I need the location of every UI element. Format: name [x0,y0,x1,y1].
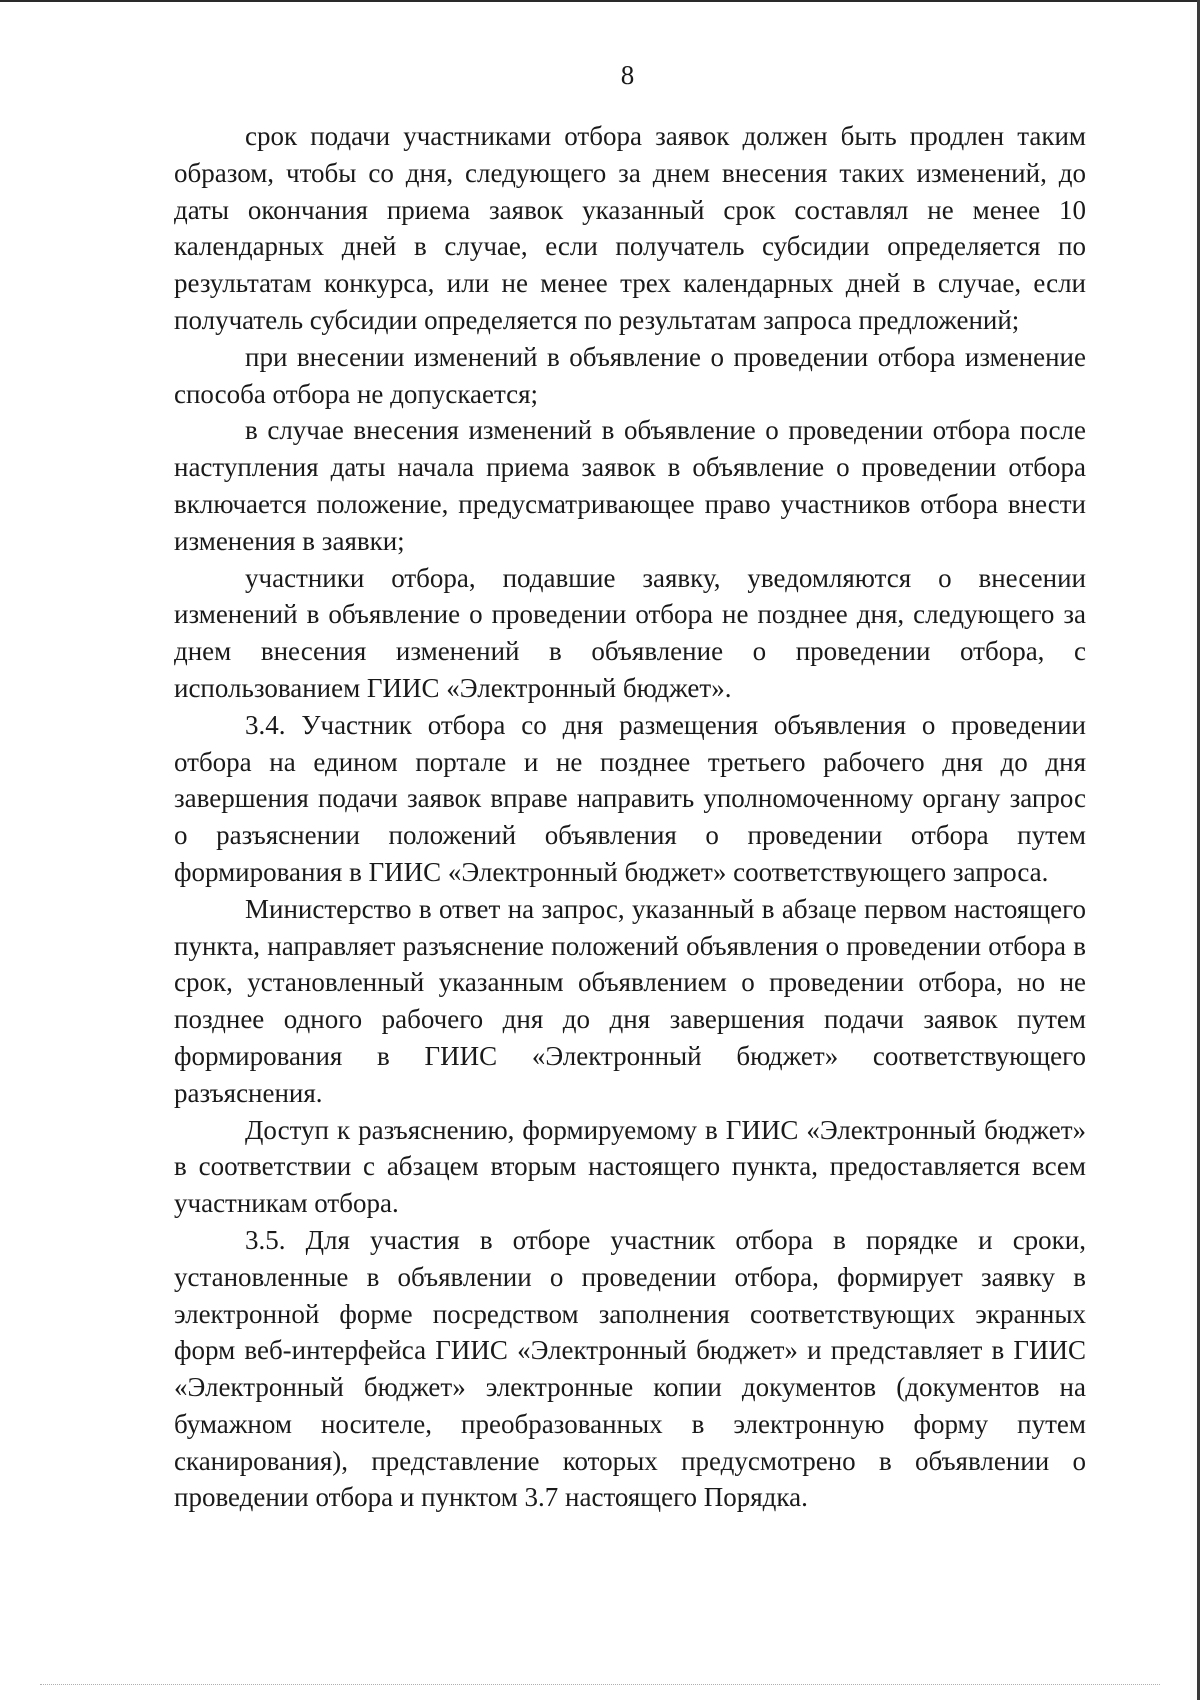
scan-edge-bottom [40,1684,1160,1686]
paragraph-ministry-response: Министерство в ответ на запрос, указанный в абзаце первом настоящего пункта, направляет разъяснение положений объявления о проведении отбора в срок, установленный указанным объявлением о проведении отбора, но не позднее одного рабочего дня до дня завершения подачи заявок путем формирования в ГИИС «Электронный бюджет» соответствующего разъяснения. [174,893,1086,1108]
paragraph-deadline-extension: срок подачи участниками отбора заявок должен быть продлен таким образом, чтобы со дня, следующего за днем внесения таких изменений, до даты окончания приема заявок указанный срок составлял не менее 10 календарных дней в случае, если получатель субсидии определяется по результатам конкурса, или не менее трех календарных дней в случае, если получатель субсидии определяется по результатам запроса предложений; [174,121,1086,335]
paragraph-3-4-clarification-request: 3.4. Участник отбора со дня размещения объявления о проведении отбора на едином портале и не позднее третьего рабочего дня до дня завершения подачи заявок вправе направить уполномоченному органу запрос о разъяснении положений объявления о проведении отбора путем формирования в ГИИС «Электронный бюджет» соответствующего запроса. [174,709,1086,887]
document-body [174,118,1086,1516]
paragraph-method-change: при внесении изменений в объявление о проведении отбора изменение способа отбора не допускается; [174,341,1086,409]
paragraph-clarification-access: Доступ к разъяснению, формируемому в ГИИС «Электронный бюджет» в соответствии с абзацем вторым настоящего пункта, предоставляется всем участникам отбора. [174,1114,1086,1219]
paragraph-changes-after-start: в случае внесения изменений в объявление о проведении отбора после наступления даты начала приема заявок в объявление о проведении отбора включается положение, предусматривающее право участников отбора внести изменения в заявки; [174,415,1086,556]
scan-edge-top [0,0,1200,2]
paragraph-participant-notification: участники отбора, подавшие заявку, уведомляются о внесении изменений в объявление о проведении отбора не позднее дня, следующего за днем внесения изменений в объявление о проведении отбора, с использованием ГИИС «Электронный бюджет». [174,562,1086,703]
page-number: 8 [620,60,635,90]
paragraph-3-5-application-submission: 3.5. Для участия в отборе участник отбора в порядке и сроки, установленные в объявлении о проведении отбора, формирует заявку в электронной форме посредством заполнения соответствующих экранных форм веб-интерфейса ГИИС «Электронный бюджет» и представляет в ГИИС «Электронный бюджет» электронные копии документов (документов на бумажном носителе, преобразованных в электронную форму путем сканирования), представление которых предусмотрено в объявлении о проведении отбора и пунктом 3.7 настоящего Порядка. [174,1224,1086,1513]
